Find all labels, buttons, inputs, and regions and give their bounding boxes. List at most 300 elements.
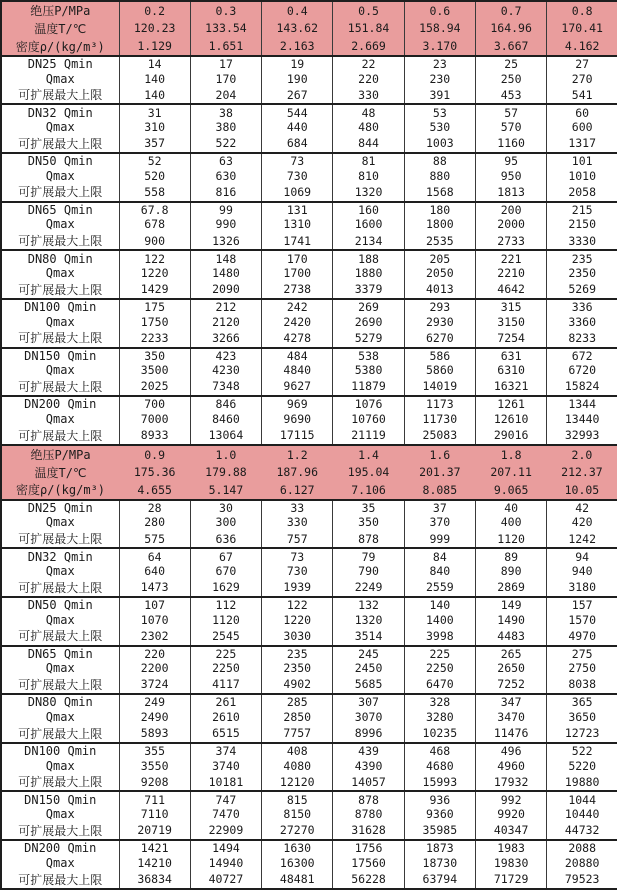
- qmin-value: 160: [333, 202, 404, 218]
- table-row: [1, 71, 617, 85]
- qmin-value: 48: [333, 104, 404, 120]
- qmax-value: 4680: [404, 758, 475, 772]
- qmax-label: Qmax: [45, 363, 75, 378]
- expandable-max-value: 56228: [333, 870, 404, 889]
- qmin-value: 14: [119, 56, 190, 72]
- qmax-value: 2200: [119, 661, 190, 675]
- table-row: [1, 856, 617, 870]
- qmin-value: 1494: [190, 840, 261, 856]
- qmax-value: 18730: [404, 856, 475, 870]
- qmin-value: 52: [119, 153, 190, 169]
- temperature-value: 195.04: [333, 463, 404, 481]
- dn-qmin-label: DN32 Qmin: [1, 548, 119, 564]
- expandable-max-value: 541: [547, 86, 617, 105]
- table-row: [1, 250, 617, 266]
- qmin-value: 468: [404, 743, 475, 759]
- temperature-header-label: 温度T/℃: [1, 463, 119, 481]
- expandable-max-value: 2559: [404, 578, 475, 597]
- qmax-value: 310: [119, 120, 190, 134]
- expandable-max-value: 16321: [475, 378, 546, 397]
- qmax-value: 140: [119, 71, 190, 85]
- pressure-value: 0.4: [262, 1, 333, 20]
- expandable-max-value: 44732: [547, 821, 617, 840]
- qmin-value: 175: [119, 299, 190, 315]
- qmin-value: 249: [119, 694, 190, 710]
- qmax-value: 1600: [333, 217, 404, 231]
- expandable-max-value: 1473: [119, 578, 190, 597]
- expandable-max-value: 2249: [333, 578, 404, 597]
- expandable-max-label: 可扩展最大上限: [18, 428, 103, 443]
- expandable-max-value: 7254: [475, 329, 546, 348]
- dn-qmin-label: DN80 Qmin: [1, 250, 119, 266]
- qmax-value: 2350: [547, 266, 617, 280]
- qmax-value: 1010: [547, 169, 617, 183]
- expandable-max-value: 35985: [404, 821, 475, 840]
- qmax-value: 10760: [333, 412, 404, 426]
- qmax-value: 1880: [333, 266, 404, 280]
- expandable-max-value: 267: [262, 86, 333, 105]
- qmin-value: 122: [119, 250, 190, 266]
- qmax-value: 7000: [119, 412, 190, 426]
- table-row: [1, 791, 617, 807]
- qmin-value: 122: [262, 597, 333, 613]
- qmax-value: 2350: [262, 661, 333, 675]
- qmin-value: 63: [190, 153, 261, 169]
- qmax-value: 3280: [404, 710, 475, 724]
- qmax-value: 3550: [119, 758, 190, 772]
- qmin-value: 157: [547, 597, 617, 613]
- qmax-value: 5380: [333, 363, 404, 377]
- qmax-label: Qmax: [45, 807, 75, 822]
- qmax-value: 1220: [262, 612, 333, 626]
- table-row: [1, 661, 617, 675]
- expandable-max-value: 36834: [119, 870, 190, 889]
- expandable-max-label: 可扩展最大上限: [18, 379, 103, 394]
- qmax-value: 730: [262, 564, 333, 578]
- expandable-max-value: 2738: [262, 280, 333, 299]
- qmax-value: 670: [190, 564, 261, 578]
- expandable-max-value: 7348: [190, 378, 261, 397]
- qmin-value: 350: [119, 348, 190, 364]
- expandable-max-value: 2535: [404, 232, 475, 251]
- expandable-max-value: 63794: [404, 870, 475, 889]
- expandable-max-value: 1003: [404, 134, 475, 153]
- expandable-max-value: 11476: [475, 724, 546, 743]
- pressure-value: 0.3: [190, 1, 261, 20]
- table-row: [1, 694, 617, 710]
- qmin-value: 1421: [119, 840, 190, 856]
- qmax-value: 220: [333, 71, 404, 85]
- qmin-value: 30: [190, 500, 261, 516]
- table-row: [1, 627, 617, 646]
- table-row: [1, 724, 617, 743]
- dn-qmin-label: DN80 Qmin: [1, 694, 119, 710]
- qmax-value: 1700: [262, 266, 333, 280]
- qmin-value: 245: [333, 646, 404, 662]
- table-row: [1, 548, 617, 564]
- qmax-value: 2930: [404, 314, 475, 328]
- expandable-max-value: 15824: [547, 378, 617, 397]
- dn-qmin-label: DN25 Qmin: [1, 500, 119, 516]
- expandable-max-value: 5685: [333, 676, 404, 695]
- qmax-value: 250: [475, 71, 546, 85]
- qmax-value: 4840: [262, 363, 333, 377]
- qmax-value: 1480: [190, 266, 261, 280]
- qmax-value: 940: [547, 564, 617, 578]
- expandable-max-value: 2090: [190, 280, 261, 299]
- qmax-value: 2050: [404, 266, 475, 280]
- temperature-value: 164.96: [475, 20, 546, 38]
- qmin-value: 936: [404, 791, 475, 807]
- qmax-label: Qmax: [45, 217, 75, 232]
- table-row: [1, 710, 617, 724]
- table-row: [1, 363, 617, 377]
- expandable-max-label: 可扩展最大上限: [18, 775, 103, 790]
- qmin-value: 73: [262, 153, 333, 169]
- qmax-value: 570: [475, 120, 546, 134]
- qmax-label: Qmax: [45, 515, 75, 530]
- temperature-value: 187.96: [262, 463, 333, 481]
- qmin-value: 57: [475, 104, 546, 120]
- qmax-value: 400: [475, 515, 546, 529]
- qmin-value: 84: [404, 548, 475, 564]
- table-row: [1, 530, 617, 549]
- qmax-value: 3740: [190, 758, 261, 772]
- temperature-value: 212.37: [547, 463, 617, 481]
- expandable-max-value: 21119: [333, 426, 404, 445]
- dn-qmin-label: DN100 Qmin: [1, 743, 119, 759]
- qmax-value: 230: [404, 71, 475, 85]
- qmin-value: 81: [333, 153, 404, 169]
- qmin-value: 1983: [475, 840, 546, 856]
- qmin-value: 132: [333, 597, 404, 613]
- table-row: [1, 104, 617, 120]
- table-row: [1, 378, 617, 397]
- table-row: [1, 840, 617, 856]
- qmin-value: 180: [404, 202, 475, 218]
- qmax-value: 280: [119, 515, 190, 529]
- qmax-value: 2690: [333, 314, 404, 328]
- expandable-max-value: 40347: [475, 821, 546, 840]
- qmin-value: 25: [475, 56, 546, 72]
- expandable-max-value: 1160: [475, 134, 546, 153]
- table-row: [1, 202, 617, 218]
- expandable-max-value: 4642: [475, 280, 546, 299]
- expandable-max-value: 5893: [119, 724, 190, 743]
- qmax-value: 520: [119, 169, 190, 183]
- dn-qmin-label: DN150 Qmin: [1, 791, 119, 807]
- expandable-max-value: 8038: [547, 676, 617, 695]
- qmax-value: 3150: [475, 314, 546, 328]
- qmax-label: Qmax: [45, 855, 75, 870]
- qmax-value: 420: [547, 515, 617, 529]
- qmax-value: 2750: [547, 661, 617, 675]
- expandable-max-value: 8233: [547, 329, 617, 348]
- expandable-max-value: 3724: [119, 676, 190, 695]
- qmin-value: 496: [475, 743, 546, 759]
- expandable-max-value: 48481: [262, 870, 333, 889]
- dn-qmin-label: DN65 Qmin: [1, 646, 119, 662]
- qmax-value: 840: [404, 564, 475, 578]
- qmax-value: 3470: [475, 710, 546, 724]
- table-row: [1, 481, 617, 500]
- pressure-header-label: 绝压P/MPa: [1, 445, 119, 464]
- qmin-value: 307: [333, 694, 404, 710]
- qmax-value: 3070: [333, 710, 404, 724]
- table-row: [1, 773, 617, 792]
- expandable-max-value: 1429: [119, 280, 190, 299]
- qmax-value: 1320: [333, 612, 404, 626]
- expandable-max-value: 4278: [262, 329, 333, 348]
- qmin-value: 1173: [404, 396, 475, 412]
- qmax-value: 880: [404, 169, 475, 183]
- expandable-max-value: 3379: [333, 280, 404, 299]
- expandable-max-value: 17932: [475, 773, 546, 792]
- expandable-max-value: 9208: [119, 773, 190, 792]
- expandable-max-label: 可扩展最大上限: [18, 823, 103, 838]
- qmin-value: 40: [475, 500, 546, 516]
- qmin-value: 439: [333, 743, 404, 759]
- qmin-value: 374: [190, 743, 261, 759]
- expandable-max-value: 6515: [190, 724, 261, 743]
- qmax-value: 190: [262, 71, 333, 85]
- qmin-value: 408: [262, 743, 333, 759]
- qmin-value: 2088: [547, 840, 617, 856]
- qmin-value: 747: [190, 791, 261, 807]
- qmax-value: 640: [119, 564, 190, 578]
- dn-qmin-label: DN32 Qmin: [1, 104, 119, 120]
- temperature-value: 201.37: [404, 463, 475, 481]
- density-value: 1.651: [190, 37, 261, 56]
- qmin-value: 149: [475, 597, 546, 613]
- pressure-header-label: 绝压P/MPa: [1, 1, 119, 20]
- qmax-value: 20880: [547, 856, 617, 870]
- expandable-max-value: 7252: [475, 676, 546, 695]
- qmax-value: 370: [404, 515, 475, 529]
- dn-qmin-label: DN200 Qmin: [1, 396, 119, 412]
- qmin-value: 140: [404, 597, 475, 613]
- temperature-value: 175.36: [119, 463, 190, 481]
- expandable-max-value: 1939: [262, 578, 333, 597]
- qmax-value: 4960: [475, 758, 546, 772]
- qmin-value: 878: [333, 791, 404, 807]
- temperature-value: 179.88: [190, 463, 261, 481]
- qmax-value: 16300: [262, 856, 333, 870]
- qmax-value: 2450: [333, 661, 404, 675]
- qmax-label: Qmax: [45, 709, 75, 724]
- expandable-max-value: 140: [119, 86, 190, 105]
- expandable-max-value: 204: [190, 86, 261, 105]
- expandable-max-value: 816: [190, 183, 261, 202]
- table-row: [1, 86, 617, 105]
- qmin-value: 538: [333, 348, 404, 364]
- qmin-value: 42: [547, 500, 617, 516]
- qmax-value: 4080: [262, 758, 333, 772]
- dn-qmin-label: DN25 Qmin: [1, 56, 119, 72]
- qmax-value: 4390: [333, 758, 404, 772]
- expandable-max-value: 79523: [547, 870, 617, 889]
- qmin-value: 269: [333, 299, 404, 315]
- expandable-max-value: 684: [262, 134, 333, 153]
- qmax-value: 300: [190, 515, 261, 529]
- qmax-value: 1750: [119, 314, 190, 328]
- qmin-value: 221: [475, 250, 546, 266]
- qmax-value: 890: [475, 564, 546, 578]
- qmin-value: 112: [190, 597, 261, 613]
- qmin-value: 1630: [262, 840, 333, 856]
- qmax-value: 2120: [190, 314, 261, 328]
- qmin-value: 484: [262, 348, 333, 364]
- pressure-value: 0.5: [333, 1, 404, 20]
- qmin-value: 60: [547, 104, 617, 120]
- qmax-value: 3500: [119, 363, 190, 377]
- expandable-max-value: 1120: [475, 530, 546, 549]
- qmax-label: Qmax: [45, 120, 75, 135]
- qmin-value: 94: [547, 548, 617, 564]
- qmax-value: 380: [190, 120, 261, 134]
- qmax-value: 5220: [547, 758, 617, 772]
- expandable-max-label: 可扩展最大上限: [18, 726, 103, 741]
- temperature-value: 151.84: [333, 20, 404, 38]
- qmin-value: 67: [190, 548, 261, 564]
- expandable-max-value: 11879: [333, 378, 404, 397]
- expandable-max-value: 27270: [262, 821, 333, 840]
- qmin-value: 131: [262, 202, 333, 218]
- temperature-value: 120.23: [119, 20, 190, 38]
- qmax-value: 17560: [333, 856, 404, 870]
- expandable-max-value: 3180: [547, 578, 617, 597]
- qmin-value: 205: [404, 250, 475, 266]
- qmax-value: 350: [333, 515, 404, 529]
- expandable-max-value: 391: [404, 86, 475, 105]
- qmax-value: 14940: [190, 856, 261, 870]
- qmax-value: 630: [190, 169, 261, 183]
- qmax-value: 600: [547, 120, 617, 134]
- expandable-max-value: 19880: [547, 773, 617, 792]
- expandable-max-value: 1629: [190, 578, 261, 597]
- qmax-value: 990: [190, 217, 261, 231]
- table-row: [1, 266, 617, 280]
- qmin-value: 242: [262, 299, 333, 315]
- qmax-value: 3650: [547, 710, 617, 724]
- expandable-max-value: 3330: [547, 232, 617, 251]
- qmin-value: 212: [190, 299, 261, 315]
- expandable-max-value: 2025: [119, 378, 190, 397]
- qmax-label: Qmax: [45, 612, 75, 627]
- qmin-value: 631: [475, 348, 546, 364]
- pressure-value: 0.2: [119, 1, 190, 20]
- qmax-value: 7110: [119, 807, 190, 821]
- density-value: 4.655: [119, 481, 190, 500]
- table-row: [1, 564, 617, 578]
- qmax-value: 2250: [404, 661, 475, 675]
- qmax-value: 2650: [475, 661, 546, 675]
- expandable-max-value: 71729: [475, 870, 546, 889]
- expandable-max-value: 20719: [119, 821, 190, 840]
- expandable-max-value: 14057: [333, 773, 404, 792]
- pressure-value: 0.8: [547, 1, 617, 20]
- expandable-max-label: 可扩展最大上限: [18, 282, 103, 297]
- qmax-value: 6720: [547, 363, 617, 377]
- table-row: [1, 348, 617, 364]
- expandable-max-value: 9627: [262, 378, 333, 397]
- qmin-value: 38: [190, 104, 261, 120]
- expandable-max-value: 5269: [547, 280, 617, 299]
- dn-qmin-label: DN50 Qmin: [1, 597, 119, 613]
- expandable-max-value: 1320: [333, 183, 404, 202]
- qmax-value: 1570: [547, 612, 617, 626]
- expandable-max-value: 1813: [475, 183, 546, 202]
- expandable-max-value: 2233: [119, 329, 190, 348]
- expandable-max-value: 5279: [333, 329, 404, 348]
- table-row: [1, 758, 617, 772]
- expandable-max-label: 可扩展最大上限: [18, 677, 103, 692]
- density-value: 1.129: [119, 37, 190, 56]
- qmax-label: Qmax: [45, 661, 75, 676]
- qmax-label: Qmax: [45, 168, 75, 183]
- expandable-max-value: 1069: [262, 183, 333, 202]
- qmin-value: 89: [475, 548, 546, 564]
- expandable-max-value: 636: [190, 530, 261, 549]
- qmin-value: 1044: [547, 791, 617, 807]
- density-header-label: 密度ρ/(kg/m³): [1, 481, 119, 500]
- qmax-label: Qmax: [45, 411, 75, 426]
- qmax-value: 790: [333, 564, 404, 578]
- qmax-label: Qmax: [45, 314, 75, 329]
- qmin-value: 19: [262, 56, 333, 72]
- table-row: [1, 1, 617, 20]
- qmin-value: 992: [475, 791, 546, 807]
- qmin-value: 1756: [333, 840, 404, 856]
- table-row: [1, 20, 617, 38]
- qmin-value: 27: [547, 56, 617, 72]
- table-row: [1, 445, 617, 464]
- qmin-value: 22: [333, 56, 404, 72]
- expandable-max-value: 10181: [190, 773, 261, 792]
- expandable-max-value: 15993: [404, 773, 475, 792]
- qmin-value: 700: [119, 396, 190, 412]
- qmax-value: 1120: [190, 612, 261, 626]
- qmax-value: 14210: [119, 856, 190, 870]
- expandable-max-value: 878: [333, 530, 404, 549]
- qmin-value: 1344: [547, 396, 617, 412]
- temperature-value: 158.94: [404, 20, 475, 38]
- expandable-max-value: 1568: [404, 183, 475, 202]
- qmin-value: 285: [262, 694, 333, 710]
- expandable-max-label: 可扩展最大上限: [18, 532, 103, 546]
- expandable-max-label: 可扩展最大上限: [18, 872, 103, 887]
- expandable-max-value: 25083: [404, 426, 475, 445]
- qmin-value: 101: [547, 153, 617, 169]
- density-value: 10.05: [547, 481, 617, 500]
- table-row: [1, 412, 617, 426]
- density-value: 7.106: [333, 481, 404, 500]
- qmin-value: 672: [547, 348, 617, 364]
- table-row: [1, 578, 617, 597]
- temperature-value: 207.11: [475, 463, 546, 481]
- expandable-max-value: 6270: [404, 329, 475, 348]
- table-row: [1, 870, 617, 889]
- qmax-value: 480: [333, 120, 404, 134]
- qmax-label: Qmax: [45, 758, 75, 773]
- qmin-value: 265: [475, 646, 546, 662]
- qmax-value: 12610: [475, 412, 546, 426]
- expandable-max-value: 3514: [333, 627, 404, 646]
- expandable-max-value: 12120: [262, 773, 333, 792]
- qmax-value: 4230: [190, 363, 261, 377]
- expandable-max-value: 12723: [547, 724, 617, 743]
- qmax-value: 11730: [404, 412, 475, 426]
